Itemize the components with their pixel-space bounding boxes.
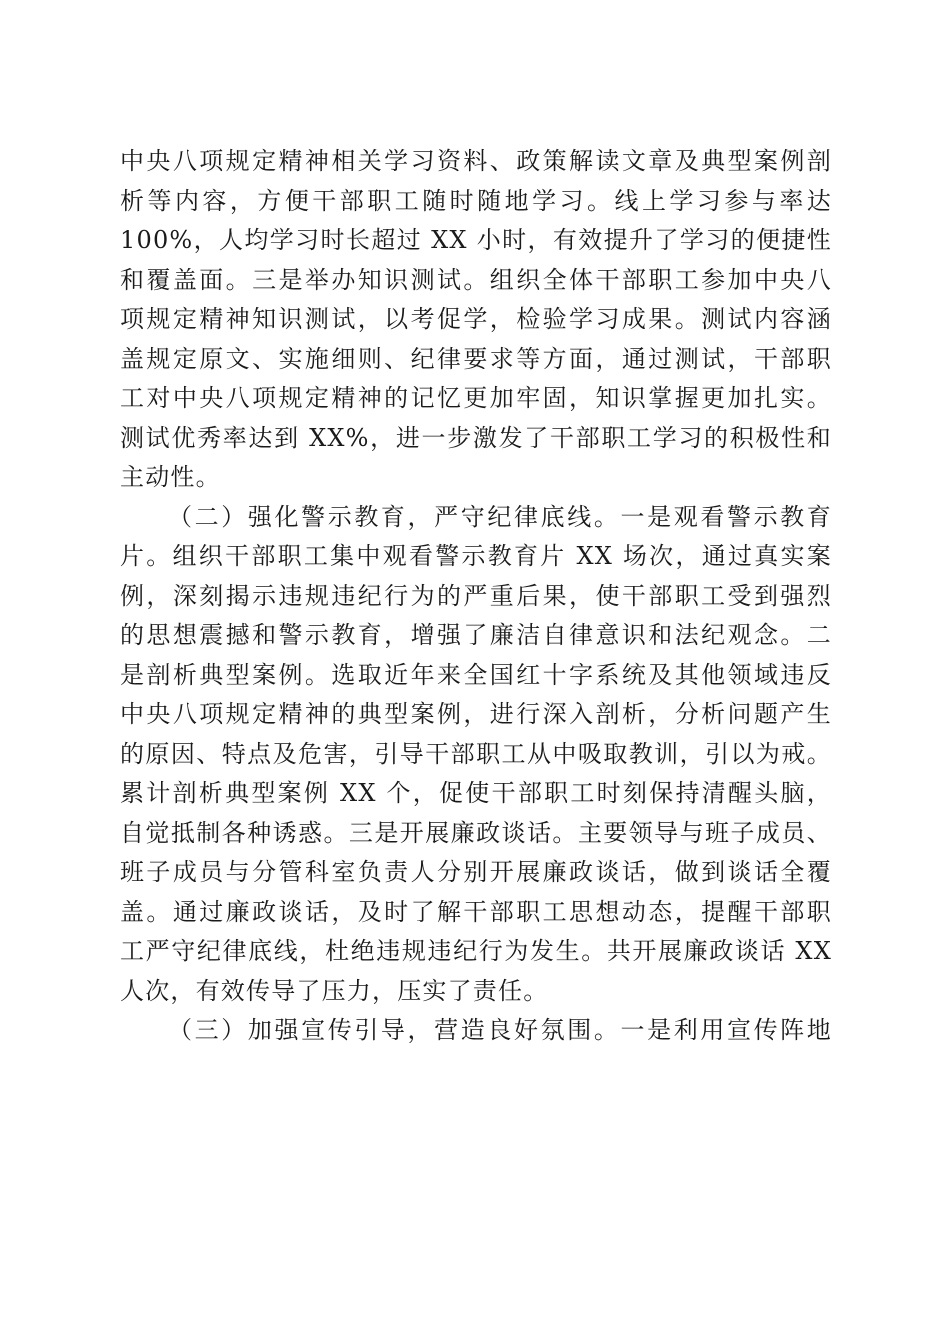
text-line: 人次，有效传导了压力，压实了责任。 — [120, 976, 549, 1005]
text-line: 主动性。 — [120, 463, 221, 491]
text-line: 的原因、特点及危害，引导干部职工从中吸取教训，引以为戒。 — [120, 739, 832, 768]
section-heading-line: （二）强化警示教育，严守纪律底线。一是观看警示教育 — [168, 502, 832, 531]
text-line: 项规定精神知识测试，以考促学，检验学习成果。测试内容涵 — [120, 305, 832, 333]
text-line: 工严守纪律底线，杜绝违规违纪行为发生。共开展廉政谈话 XX — [120, 937, 832, 965]
text-line: 析等内容，方便干部职工随时随地学习。线上学习参与率达 — [120, 186, 832, 215]
section-heading-line: （三）加强宣传引导，营造良好氛围。一是利用宣传阵地 — [168, 1016, 832, 1044]
body-text — [120, 142, 832, 1051]
text-line: 盖。通过廉政谈话，及时了解干部职工思想动态，提醒干部职 — [120, 897, 832, 926]
text-line: 例，深刻揭示违规违纪行为的严重后果，使干部职工受到强烈 — [120, 581, 832, 610]
text-line: 中央八项规定精神的典型案例，进行深入剖析，分析问题产生 — [120, 700, 832, 728]
text-line: 累计剖析典型案例 XX 个，促使干部职工时刻保持清醒头脑， — [120, 779, 832, 807]
text-line: 中央八项规定精神相关学习资料、政策解读文章及典型案例剖 — [120, 147, 832, 175]
text-line: 的思想震撼和警示教育，增强了廉洁自律意识和法纪观念。二 — [120, 621, 832, 649]
text-line: 测试优秀率达到 XX%，进一步激发了干部职工学习的积极性和 — [120, 423, 832, 452]
text-line: 班子成员与分管科室负责人分别开展廉政谈话，做到谈话全覆 — [120, 858, 832, 886]
text-line: 是剖析典型案例。选取近年来全国红十字系统及其他领域违反 — [120, 660, 832, 689]
text-line: 100%，人均学习时长超过 XX 小时，有效提升了学习的便捷性 — [120, 226, 832, 254]
text-line: 和覆盖面。三是举办知识测试。组织全体干部职工参加中央八 — [120, 265, 832, 294]
text-line: 盖规定原文、实施细则、纪律要求等方面，通过测试，干部职 — [120, 344, 832, 373]
text-line: 自觉抵制各种诱惑。三是开展廉政谈话。主要领导与班子成员、 — [120, 818, 832, 847]
text-line: 工对中央八项规定精神的记忆更加牢固，知识掌握更加扎实。 — [120, 384, 832, 412]
text-line: 片。组织干部职工集中观看警示教育片 XX 场次，通过真实案 — [120, 542, 832, 570]
